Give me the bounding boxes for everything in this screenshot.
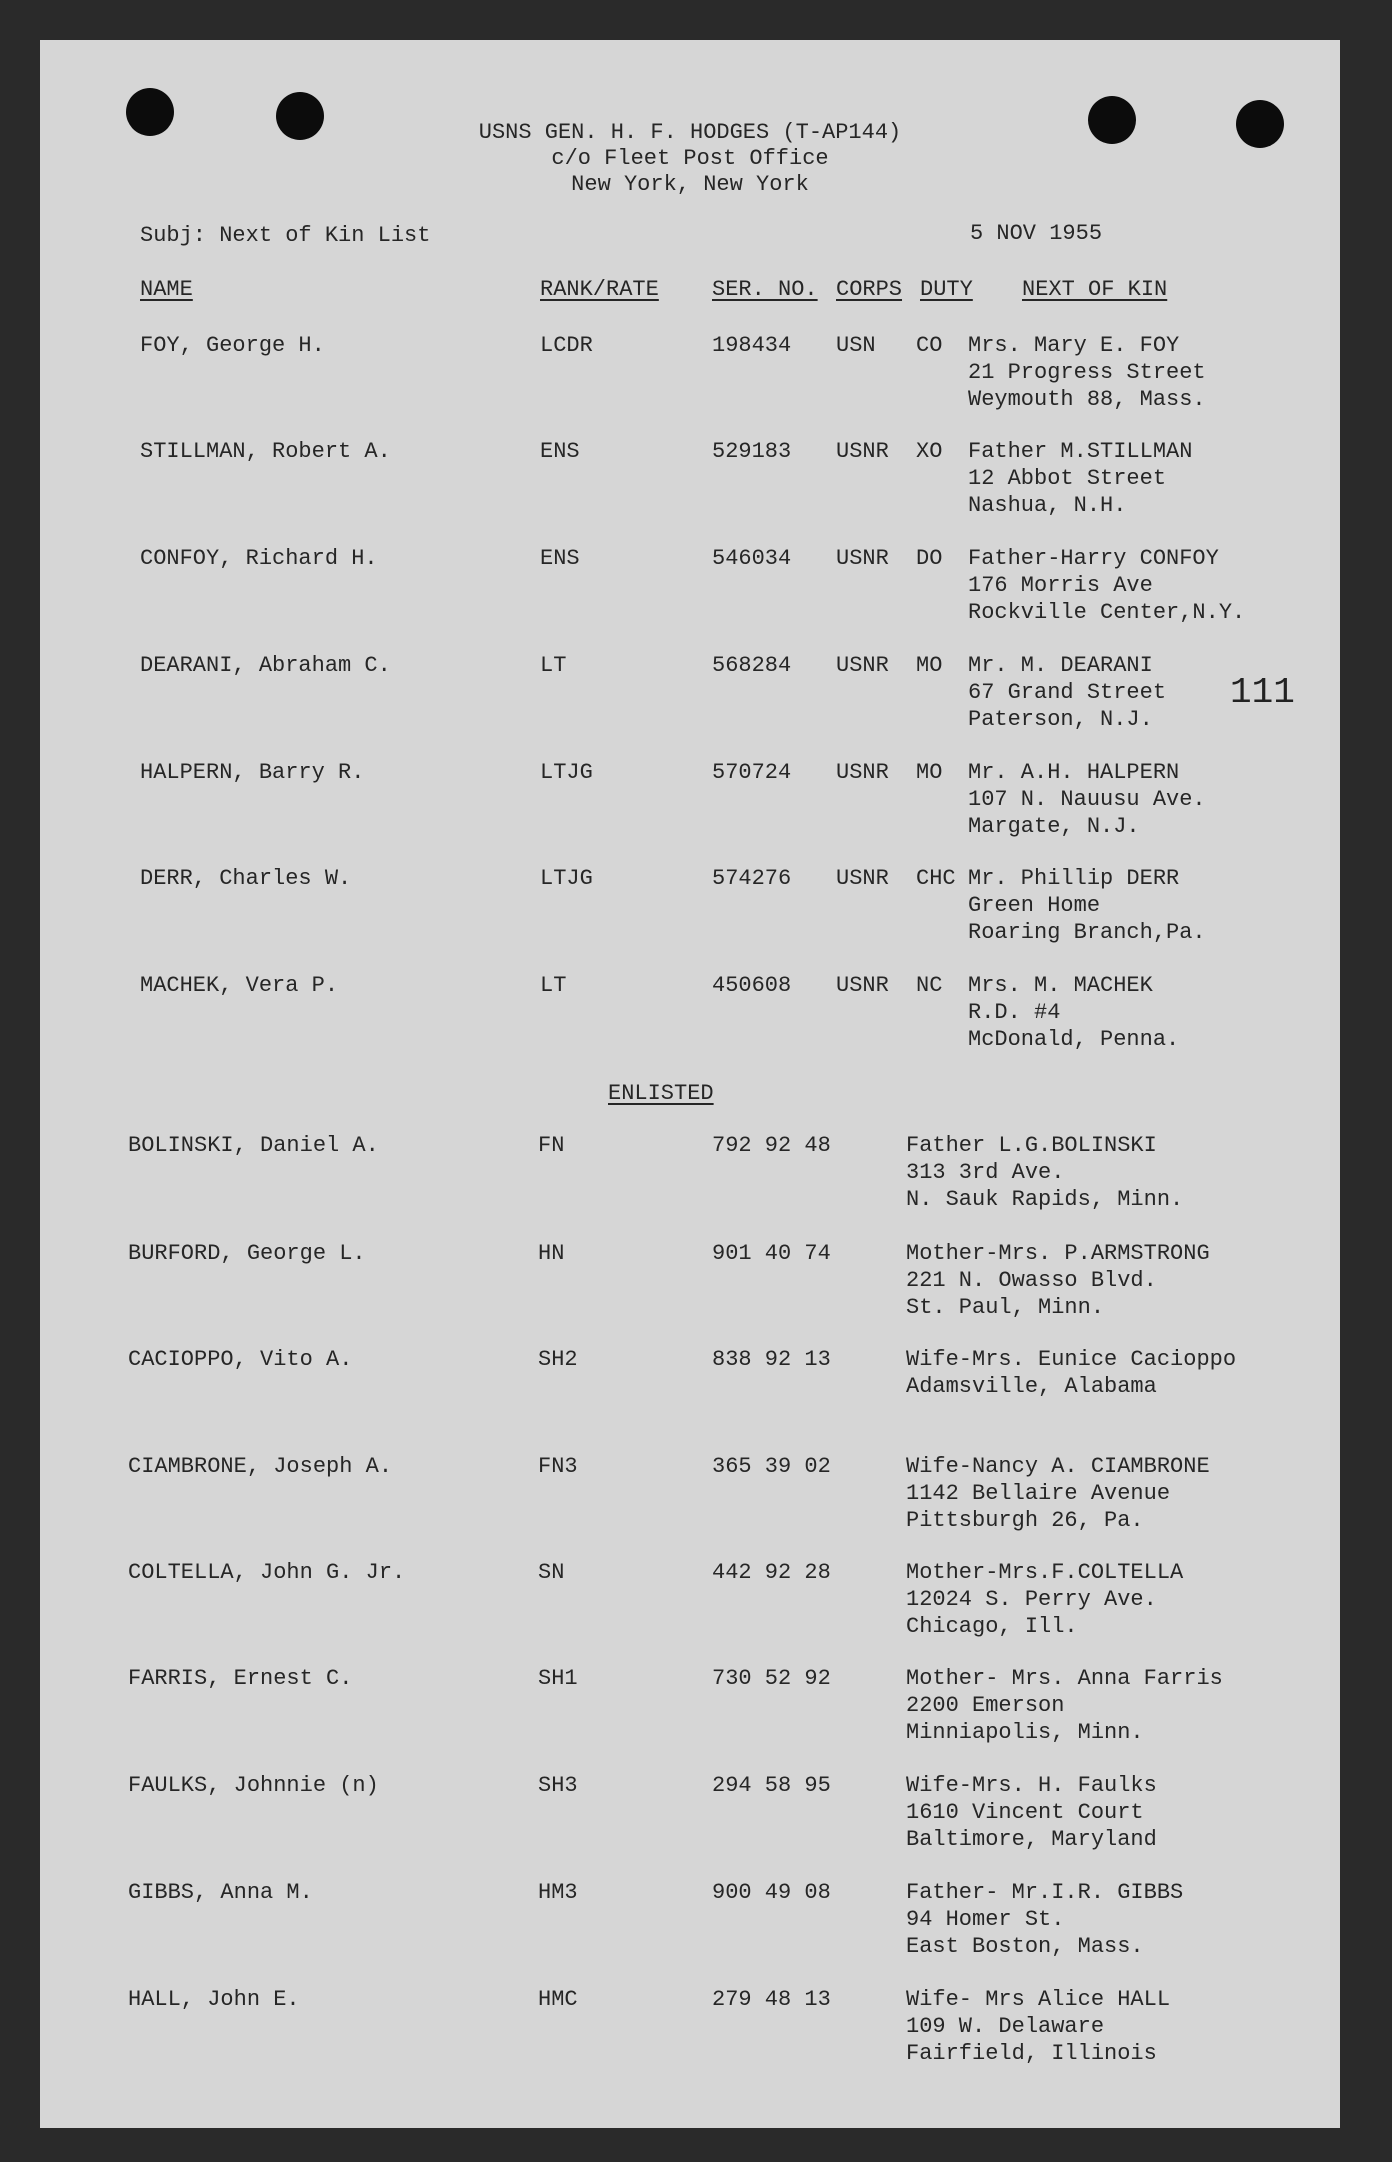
officer-serial: 546034 (712, 546, 792, 571)
officer-corps: USNR (836, 546, 889, 571)
enlisted-name: HALL, John E. (128, 1987, 300, 2012)
officer-rank: ENS (540, 439, 580, 464)
officer-serial: 568284 (712, 653, 792, 678)
enlisted-serial: 294 58 95 (712, 1773, 831, 1798)
officer-rank: LT (540, 973, 567, 998)
officer-duty: DO (916, 546, 943, 571)
officer-name: STILLMAN, Robert A. (140, 439, 391, 464)
enlisted-rank: SH1 (538, 1666, 578, 1691)
enlisted-serial: 900 49 08 (712, 1880, 831, 1905)
subject-line: Subj: Next of Kin List (140, 223, 431, 248)
enlisted-next-of-kin: Mother- Mrs. Anna Farris 2200 Emerson Minniapolis, Minn. (906, 1666, 1223, 1745)
enlisted-next-of-kin: Mother-Mrs. P.ARMSTRONG 221 N. Owasso Blvd. St. Paul, Minn. (906, 1241, 1210, 1320)
officer-name: FOY, George H. (140, 333, 325, 358)
header-city: New York, New York (571, 172, 809, 197)
officer-corps: USNR (836, 973, 889, 998)
officer-rank: LTJG (540, 760, 593, 785)
enlisted-name: COLTELLA, John G. Jr. (128, 1560, 406, 1585)
enlisted-name: BURFORD, George L. (128, 1241, 366, 1266)
enlisted-next-of-kin: Wife- Mrs Alice HALL 109 W. Delaware Fairfield, Illinois (906, 1987, 1171, 2066)
officer-serial: 529183 (712, 439, 792, 464)
officer-name: DEARANI, Abraham C. (140, 653, 391, 678)
enlisted-serial: 442 92 28 (712, 1560, 831, 1585)
enlisted-next-of-kin: Father L.G.BOLINSKI 313 3rd Ave. N. Sauk Rapids, Minn. (906, 1133, 1184, 1212)
enlisted-serial: 279 48 13 (712, 1987, 831, 2012)
enlisted-serial: 838 92 13 (712, 1347, 831, 1372)
header-ship: USNS GEN. H. F. HODGES (T-AP144) (478, 120, 902, 145)
enlisted-rank: SH2 (538, 1347, 578, 1372)
officer-duty: MO (916, 760, 943, 785)
officer-serial: 198434 (712, 333, 792, 358)
column-header-name: NAME (140, 277, 193, 302)
officer-rank: ENS (540, 546, 580, 571)
officer-name: HALPERN, Barry R. (140, 760, 365, 785)
officer-duty: CHC (916, 866, 956, 891)
officer-corps: USNR (836, 760, 889, 785)
officer-corps: USNR (836, 653, 889, 678)
page-number: 111 (1230, 672, 1295, 713)
column-header-rank: RANK/RATE (540, 277, 659, 302)
column-header-duty: DUTY (920, 277, 973, 302)
enlisted-rank: FN3 (538, 1454, 578, 1479)
officer-next-of-kin: Father-Harry CONFOY 176 Morris Ave Rockville Center,N.Y. (968, 546, 1246, 625)
enlisted-name: GIBBS, Anna M. (128, 1880, 313, 1905)
enlisted-next-of-kin: Mother-Mrs.F.COLTELLA 12024 S. Perry Ave. Chicago, Ill. (906, 1560, 1184, 1639)
enlisted-rank: HN (538, 1241, 565, 1266)
enlisted-next-of-kin: Wife-Nancy A. CIAMBRONE 1142 Bellaire Avenue Pittsburgh 26, Pa. (906, 1454, 1210, 1533)
officer-duty: XO (916, 439, 943, 464)
enlisted-rank: SH3 (538, 1773, 578, 1798)
officer-next-of-kin: Mr. Phillip DERR Green Home Roaring Branch,Pa. (968, 866, 1206, 945)
column-header-serial: SER. NO. (712, 277, 818, 302)
enlisted-serial: 901 40 74 (712, 1241, 831, 1266)
document-date: 5 NOV 1955 (970, 221, 1103, 246)
officer-rank: LCDR (540, 333, 593, 358)
officer-serial: 570724 (712, 760, 792, 785)
enlisted-rank: HM3 (538, 1880, 578, 1905)
officer-corps: USNR (836, 439, 889, 464)
officer-corps: USN (836, 333, 876, 358)
officer-serial: 574276 (712, 866, 792, 891)
enlisted-rank: FN (538, 1133, 565, 1158)
header-post-office: c/o Fleet Post Office (551, 146, 829, 171)
officer-next-of-kin: Mr. M. DEARANI 67 Grand Street Paterson, N.J. (968, 653, 1167, 732)
officer-name: DERR, Charles W. (140, 866, 352, 891)
enlisted-serial: 365 39 02 (712, 1454, 831, 1479)
officer-duty: CO (916, 333, 943, 358)
officer-serial: 450608 (712, 973, 792, 998)
column-header-kin: NEXT OF KIN (1022, 277, 1168, 302)
enlisted-rank: SN (538, 1560, 565, 1585)
document-page (40, 40, 1340, 2128)
enlisted-rank: HMC (538, 1987, 578, 2012)
enlisted-next-of-kin: Wife-Mrs. H. Faulks 1610 Vincent Court Baltimore, Maryland (906, 1773, 1157, 1852)
officer-duty: MO (916, 653, 943, 678)
enlisted-name: CIAMBRONE, Joseph A. (128, 1454, 393, 1479)
officer-name: CONFOY, Richard H. (140, 546, 378, 571)
enlisted-name: FAULKS, Johnnie (n) (128, 1773, 379, 1798)
enlisted-serial: 730 52 92 (712, 1666, 831, 1691)
enlisted-name: FARRIS, Ernest C. (128, 1666, 353, 1691)
enlisted-serial: 792 92 48 (712, 1133, 831, 1158)
enlisted-next-of-kin: Wife-Mrs. Eunice Cacioppo Adamsville, Alabama (906, 1347, 1237, 1399)
officer-next-of-kin: Mrs. Mary E. FOY 21 Progress Street Weymouth 88, Mass. (968, 333, 1206, 412)
enlisted-heading: ENLISTED (608, 1081, 714, 1106)
officer-name: MACHEK, Vera P. (140, 973, 339, 998)
officer-duty: NC (916, 973, 943, 998)
officer-next-of-kin: Father M.STILLMAN 12 Abbot Street Nashua, N.H. (968, 439, 1193, 518)
enlisted-next-of-kin: Father- Mr.I.R. GIBBS 94 Homer St. East Boston, Mass. (906, 1880, 1184, 1959)
column-header-corps: CORPS (836, 277, 903, 302)
officer-next-of-kin: Mrs. M. MACHEK R.D. #4 McDonald, Penna. (968, 973, 1180, 1052)
officer-corps: USNR (836, 866, 889, 891)
enlisted-name: CACIOPPO, Vito A. (128, 1347, 353, 1372)
officer-rank: LTJG (540, 866, 593, 891)
officer-next-of-kin: Mr. A.H. HALPERN 107 N. Nauusu Ave. Margate, N.J. (968, 760, 1206, 839)
enlisted-name: BOLINSKI, Daniel A. (128, 1133, 379, 1158)
officer-rank: LT (540, 653, 567, 678)
